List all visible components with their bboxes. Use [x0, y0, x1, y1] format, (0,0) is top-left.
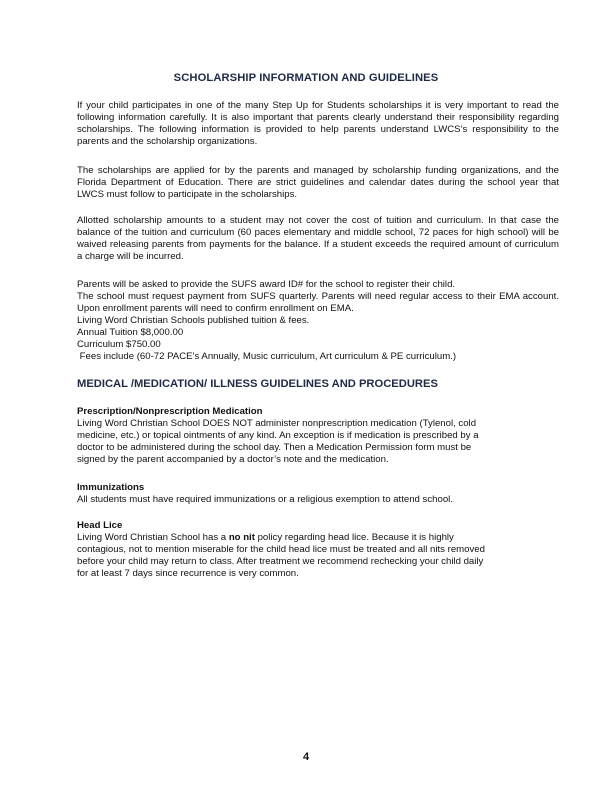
scholarship-amounts-paragraph: Allotted scholarship amounts to a student may not cover the cost of tuition and curriculum. In that case the balance of the tuition and curriculum (60 paces elementary and middle school, 72 paces for high school) will be waived releasing parents from payments for the balance. If a student exceeds the required amount of curriculum a charge will be incurred. — [77, 215, 559, 262]
sufs-payment-line: The school must request payment from SUFS quarterly. Parents will need regular access to their EMA account. Upon enrollment parents will need to confirm enrollment on EMA. — [77, 291, 559, 314]
medication-line: Living Word Christian School DOES NOT administer nonprescription medication (Tylenol, cold — [77, 418, 477, 429]
page-number: 4 — [302, 751, 310, 763]
annual-tuition-line: Annual Tuition $8,000.00 — [77, 327, 184, 338]
head-lice-text: policy regarding head lice. Because it is highly — [254, 532, 454, 543]
curriculum-cost-line: Curriculum $750.00 — [77, 339, 161, 350]
scholarship-intro-paragraph: If your child participates in one of the many Step Up for Students scholarships it is very important to read the following information carefully. It is also important that parents clearly understand their responsibility regarding scholarships. The following information is provided to help parents understand LWCS’s responsibility to the parents and the scholarship organizations. — [77, 100, 559, 147]
head-lice-subheading: Head Lice — [77, 520, 123, 531]
head-lice-section — [77, 520, 559, 580]
head-lice-line — [77, 532, 559, 544]
scholarship-heading: SCHOLARSHIP INFORMATION AND GUIDELINES — [173, 72, 439, 84]
immunizations-line: All students must have required immunizations or a religious exemption to attend school. — [77, 494, 453, 505]
medication-line: medicine, etc.) or topical ointments of any kind. An exception is if medication is prescribed by a — [77, 430, 479, 441]
immunizations-subheading: Immunizations — [77, 482, 145, 493]
head-lice-line: before your child may return to class. After treatment we recommend rechecking your child daily — [77, 556, 484, 567]
immunizations-section — [77, 482, 559, 506]
no-nit-emphasis: no nit — [228, 532, 255, 543]
tuition-fees-line: Living Word Christian Schools published tuition & fees. — [77, 315, 310, 326]
sufs-award-line: Parents will be asked to provide the SUFS award ID# for the school to register their child. — [77, 279, 456, 290]
medication-subheading: Prescription/Nonprescription Medication — [77, 406, 263, 417]
head-lice-text: Living Word Christian School has a — [77, 532, 229, 543]
medication-section — [77, 406, 559, 466]
sufs-info-block — [77, 279, 559, 363]
scholarship-funding-paragraph: The scholarships are applied for by the parents and managed by scholarship funding organizations, and the Florida Department of Education. There are strict guidelines and calendar dates during the school year that LWCS must follow to participate in the scholarships. — [77, 165, 559, 200]
medication-line: signed by the parent accompanied by a doctor’s note and the medication. — [77, 454, 389, 465]
head-lice-line: for at least 7 days since recurrence is very common. — [77, 568, 299, 579]
medication-line: doctor to be administered during the school day. Then a Medication Permission form must be — [77, 442, 472, 453]
head-lice-line: contagious, not to mention miserable for the child head lice must be treated and all nits removed — [77, 544, 485, 555]
medical-heading: MEDICAL /MEDICATION/ ILLNESS GUIDELINES AND PROCEDURES — [77, 378, 438, 390]
fees-include-line: Fees include (60-72 PACE’s Annually, Music curriculum, Art curriculum & PE curriculum.) — [77, 351, 457, 362]
